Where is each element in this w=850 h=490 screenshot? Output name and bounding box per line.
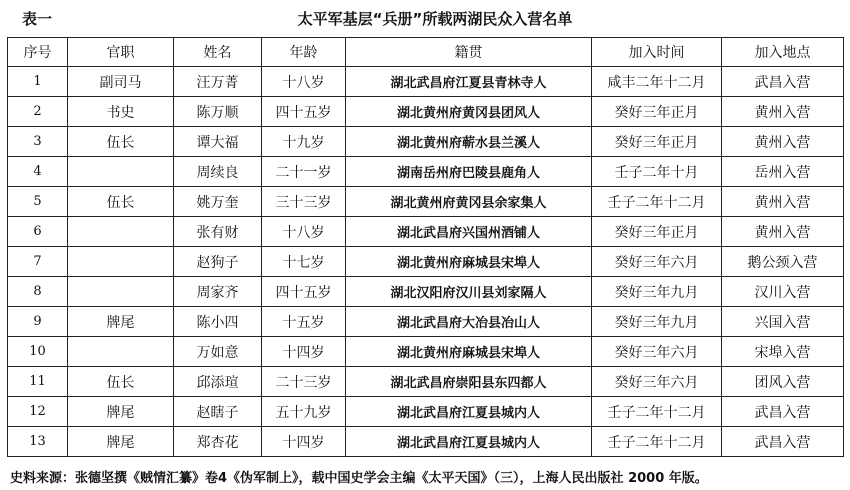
cell-seq: 1 bbox=[8, 67, 68, 97]
cell-join-place: 武昌入营 bbox=[722, 427, 844, 457]
column-header-native-place: 籍贯 bbox=[346, 38, 592, 67]
cell-join-time: 癸好三年九月 bbox=[592, 307, 722, 337]
cell-join-place: 鹅公颈入营 bbox=[722, 247, 844, 277]
cell-rank: 副司马 bbox=[68, 67, 174, 97]
cell-age: 二十一岁 bbox=[262, 157, 346, 187]
cell-rank bbox=[68, 337, 174, 367]
cell-age: 十九岁 bbox=[262, 127, 346, 157]
cell-age: 十七岁 bbox=[262, 247, 346, 277]
cell-join-place: 宋埠入营 bbox=[722, 337, 844, 367]
cell-name: 陈小四 bbox=[174, 307, 262, 337]
cell-seq: 6 bbox=[8, 217, 68, 247]
cell-rank: 牌尾 bbox=[68, 397, 174, 427]
table-label: 表一 bbox=[22, 10, 53, 28]
cell-native-place: 湖北武昌府崇阳县东四都人 bbox=[346, 367, 592, 397]
cell-age: 十八岁 bbox=[262, 67, 346, 97]
cell-name: 周家齐 bbox=[174, 277, 262, 307]
cell-join-place: 黄州入营 bbox=[722, 187, 844, 217]
cell-join-time: 癸好三年正月 bbox=[592, 97, 722, 127]
source-note: 史料来源：张德坚撰《贼情汇纂》卷4《伪军制上》，载中国史学会主编《太平天国》（三），上海人民出版社 2000 年版。 bbox=[10, 471, 708, 486]
cell-seq: 5 bbox=[8, 187, 68, 217]
table-title: 太平军基层“兵册”所载两湖民众入营名单 bbox=[297, 10, 573, 28]
cell-native-place: 湖北武昌府江夏县青林寺人 bbox=[346, 67, 592, 97]
cell-name: 赵瞎子 bbox=[174, 397, 262, 427]
cell-join-place: 武昌入营 bbox=[722, 397, 844, 427]
cell-native-place: 湖北黄州府蕲水县兰溪人 bbox=[346, 127, 592, 157]
table-row bbox=[8, 307, 844, 337]
header-row bbox=[8, 38, 844, 67]
cell-join-time: 癸好三年六月 bbox=[592, 367, 722, 397]
cell-age: 十五岁 bbox=[262, 307, 346, 337]
cell-join-time: 咸丰二年十二月 bbox=[592, 67, 722, 97]
column-header-rank: 官职 bbox=[68, 38, 174, 67]
cell-join-place: 黄州入营 bbox=[722, 97, 844, 127]
cell-join-place: 汉川入营 bbox=[722, 277, 844, 307]
roster-table bbox=[7, 37, 844, 457]
cell-seq: 11 bbox=[8, 367, 68, 397]
cell-join-time: 壬子二年十月 bbox=[592, 157, 722, 187]
cell-join-place: 武昌入营 bbox=[722, 67, 844, 97]
cell-age: 五十九岁 bbox=[262, 397, 346, 427]
cell-seq: 4 bbox=[8, 157, 68, 187]
cell-join-place: 兴国入营 bbox=[722, 307, 844, 337]
table-row bbox=[8, 247, 844, 277]
cell-name: 赵狗子 bbox=[174, 247, 262, 277]
cell-rank: 牌尾 bbox=[68, 307, 174, 337]
cell-name: 邱添瑄 bbox=[174, 367, 262, 397]
cell-name: 周续良 bbox=[174, 157, 262, 187]
cell-join-place: 黄州入营 bbox=[722, 127, 844, 157]
table-row bbox=[8, 367, 844, 397]
table-row bbox=[8, 127, 844, 157]
cell-name: 姚万奎 bbox=[174, 187, 262, 217]
table-row bbox=[8, 67, 844, 97]
cell-age: 四十五岁 bbox=[262, 97, 346, 127]
cell-join-place: 岳州入营 bbox=[722, 157, 844, 187]
cell-native-place: 湖北汉阳府汉川县刘家隔人 bbox=[346, 277, 592, 307]
cell-rank bbox=[68, 277, 174, 307]
cell-native-place: 湖北黄州府麻城县宋埠人 bbox=[346, 337, 592, 367]
cell-native-place: 湖北黄州府黄冈县余家集人 bbox=[346, 187, 592, 217]
cell-rank: 伍长 bbox=[68, 127, 174, 157]
cell-seq: 7 bbox=[8, 247, 68, 277]
cell-join-time: 癸好三年六月 bbox=[592, 247, 722, 277]
cell-join-time: 癸好三年九月 bbox=[592, 277, 722, 307]
cell-name: 张有财 bbox=[174, 217, 262, 247]
cell-join-time: 壬子二年十二月 bbox=[592, 187, 722, 217]
cell-rank: 伍长 bbox=[68, 367, 174, 397]
cell-seq: 10 bbox=[8, 337, 68, 367]
cell-native-place: 湖北武昌府江夏县城内人 bbox=[346, 427, 592, 457]
column-header-name: 姓名 bbox=[174, 38, 262, 67]
table-row bbox=[8, 397, 844, 427]
table-row bbox=[8, 157, 844, 187]
cell-native-place: 湖北黄州府黄冈县团风人 bbox=[346, 97, 592, 127]
cell-seq: 12 bbox=[8, 397, 68, 427]
cell-age: 十四岁 bbox=[262, 337, 346, 367]
cell-name: 郑杏花 bbox=[174, 427, 262, 457]
table-row bbox=[8, 337, 844, 367]
cell-name: 陈万顺 bbox=[174, 97, 262, 127]
cell-seq: 2 bbox=[8, 97, 68, 127]
cell-native-place: 湖北武昌府兴国州酒铺人 bbox=[346, 217, 592, 247]
cell-name: 万如意 bbox=[174, 337, 262, 367]
cell-rank: 伍长 bbox=[68, 187, 174, 217]
cell-join-time: 癸好三年正月 bbox=[592, 127, 722, 157]
cell-seq: 13 bbox=[8, 427, 68, 457]
column-header-age: 年龄 bbox=[262, 38, 346, 67]
cell-rank bbox=[68, 157, 174, 187]
cell-rank bbox=[68, 217, 174, 247]
roster-body bbox=[8, 67, 844, 457]
cell-age: 十八岁 bbox=[262, 217, 346, 247]
table-row bbox=[8, 217, 844, 247]
column-header-join-place: 加入地点 bbox=[722, 38, 844, 67]
table-row bbox=[8, 97, 844, 127]
cell-rank bbox=[68, 247, 174, 277]
table-row bbox=[8, 187, 844, 217]
cell-join-place: 黄州入营 bbox=[722, 217, 844, 247]
cell-join-time: 壬子二年十二月 bbox=[592, 397, 722, 427]
cell-rank: 牌尾 bbox=[68, 427, 174, 457]
table-header bbox=[0, 0, 850, 36]
cell-native-place: 湖南岳州府巴陵县鹿角人 bbox=[346, 157, 592, 187]
cell-join-time: 癸好三年正月 bbox=[592, 217, 722, 247]
cell-native-place: 湖北黄州府麻城县宋埠人 bbox=[346, 247, 592, 277]
cell-seq: 3 bbox=[8, 127, 68, 157]
cell-join-time: 壬子二年十二月 bbox=[592, 427, 722, 457]
column-header-join-time: 加入时间 bbox=[592, 38, 722, 67]
table-row bbox=[8, 427, 844, 457]
cell-age: 四十五岁 bbox=[262, 277, 346, 307]
table-row bbox=[8, 277, 844, 307]
cell-name: 谭大福 bbox=[174, 127, 262, 157]
cell-join-place: 团风入营 bbox=[722, 367, 844, 397]
cell-rank: 书史 bbox=[68, 97, 174, 127]
cell-seq: 8 bbox=[8, 277, 68, 307]
cell-join-time: 癸好三年六月 bbox=[592, 337, 722, 367]
cell-native-place: 湖北武昌府大冶县冶山人 bbox=[346, 307, 592, 337]
column-header-seq: 序号 bbox=[8, 38, 68, 67]
cell-age: 十四岁 bbox=[262, 427, 346, 457]
cell-seq: 9 bbox=[8, 307, 68, 337]
cell-native-place: 湖北武昌府江夏县城内人 bbox=[346, 397, 592, 427]
cell-name: 汪万菁 bbox=[174, 67, 262, 97]
cell-age: 二十三岁 bbox=[262, 367, 346, 397]
cell-age: 三十三岁 bbox=[262, 187, 346, 217]
